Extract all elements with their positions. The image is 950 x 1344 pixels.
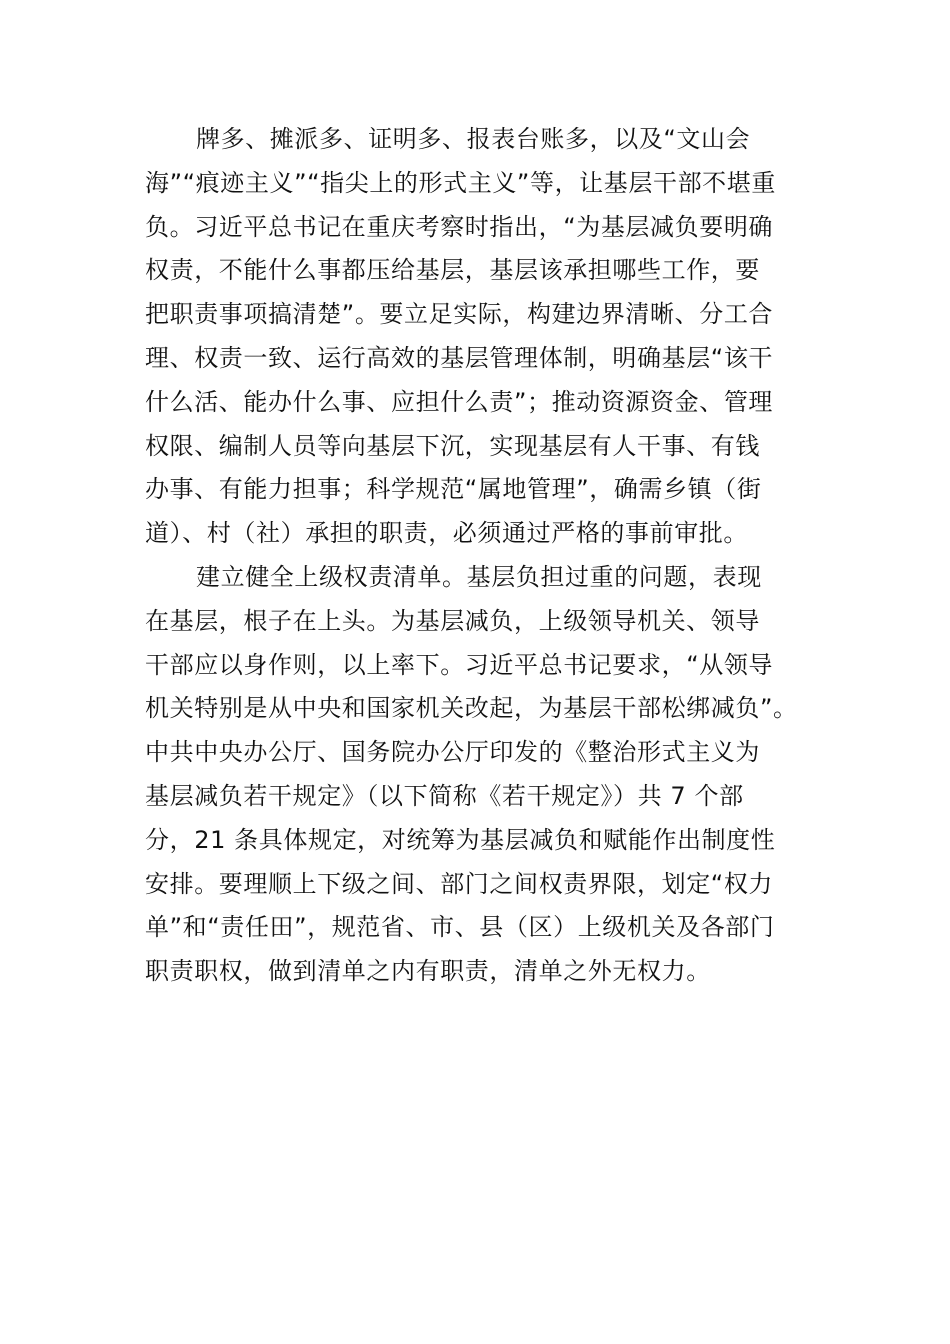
text-line: 理、权责一致、运行高效的基层管理体制，明确基层“该干 <box>145 343 774 372</box>
text-line: 建立健全上级权责清单。基层负担过重的问题，表现 <box>196 562 762 591</box>
text-line: 机关特别是从中央和国家机关改起，为基层干部松绑减负”。 <box>145 694 798 723</box>
text-line: 权限、编制人员等向基层下沉，实现基层有人干事、有钱 <box>145 431 760 460</box>
text-line: 在基层，根子在上头。为基层减负，上级领导机关、领导 <box>145 606 760 635</box>
text-line: 职责职权，做到清单之内有职责，清单之外无权力。 <box>145 957 711 986</box>
paragraph-superior-responsibility-list <box>145 556 810 994</box>
text-line: 海”“痕迹主义”“指尖上的形式主义”等，让基层干部不堪重 <box>145 168 776 197</box>
text-line: 干部应以身作则，以上率下。习近平总书记要求，“从领导 <box>145 650 774 679</box>
text-line: 中共中央办公厅、国务院办公厅印发的《整治形式主义为 <box>145 738 760 767</box>
text-line: 单”和“责任田”，规范省、市、县（区）上级机关及各部门 <box>145 913 775 942</box>
paragraph-local-responsibilities <box>145 118 810 556</box>
text-line: 负。习近平总书记在重庆考察时指出，“为基层减负要明确 <box>145 212 774 241</box>
text-line: 牌多、摊派多、证明多、报表台账多，以及“文山会 <box>196 125 751 153</box>
text-line: 分，21 条具体规定，对统筹为基层减负和赋能作出制度性 <box>145 825 776 854</box>
text-line: 基层减负若干规定》（以下简称《若干规定》）共 7 个部 <box>145 781 744 810</box>
text-line: 办事、有能力担事；科学规范“属地管理”，确需乡镇（街 <box>145 475 762 504</box>
document-page <box>145 118 810 994</box>
text-line: 权责，不能什么事都压给基层，基层该承担哪些工作，要 <box>145 256 760 285</box>
text-line: 安排。要理顺上下级之间、部门之间权责界限，划定“权力 <box>145 869 774 898</box>
text-line: 把职责事项搞清楚”。要立足实际，构建边界清晰、分工合 <box>145 300 774 329</box>
text-line: 道）、村（社）承担的职责，必须通过严格的事前审批。 <box>145 519 748 548</box>
text-line: 什么活、能办什么事、应担什么责”；推动资源资金、管理 <box>145 387 774 416</box>
